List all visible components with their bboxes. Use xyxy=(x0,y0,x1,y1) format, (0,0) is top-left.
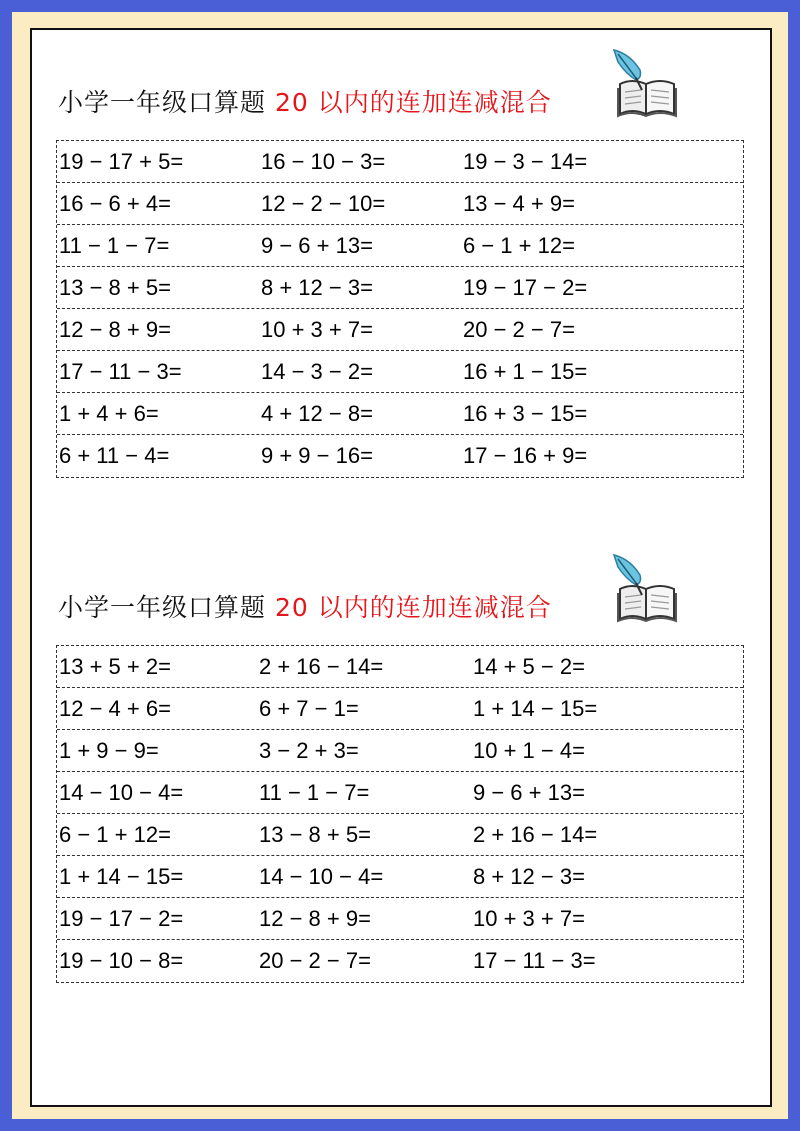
math-problem: 6 − 1 + 12= xyxy=(59,822,171,847)
math-problem: 16 + 1 − 15= xyxy=(463,359,588,384)
worksheet-title xyxy=(58,588,552,624)
math-problem: 10 + 3 + 7= xyxy=(261,317,373,342)
math-problem: 9 − 6 + 13= xyxy=(473,780,585,805)
math-problem: 13 + 5 + 2= xyxy=(59,654,171,679)
math-problem: 19 − 17 + 5= xyxy=(59,149,184,174)
problem-row xyxy=(57,183,743,225)
math-problem: 16 − 6 + 4= xyxy=(59,191,171,216)
problem-row xyxy=(57,309,743,351)
problem-grid xyxy=(56,140,744,478)
problem-row xyxy=(57,856,743,898)
math-problem: 12 − 8 + 9= xyxy=(59,317,171,342)
math-problem: 17 − 11 − 3= xyxy=(473,948,596,973)
problem-row xyxy=(57,267,743,309)
title-main: 小学一年级口算题 xyxy=(58,88,267,117)
problem-row xyxy=(57,814,743,856)
problem-row xyxy=(57,772,743,814)
book-with-quill-icon xyxy=(612,553,684,625)
math-problem: 16 + 3 − 15= xyxy=(463,401,588,426)
math-problem: 9 + 9 − 16= xyxy=(261,443,373,468)
math-problem: 14 − 3 − 2= xyxy=(261,359,373,384)
math-problem: 19 − 17 − 2= xyxy=(59,906,184,931)
math-problem: 11 − 1 − 7= xyxy=(59,233,170,258)
math-problem: 1 + 14 − 15= xyxy=(473,696,598,721)
math-problem: 12 − 2 − 10= xyxy=(261,191,386,216)
math-problem: 20 − 2 − 7= xyxy=(463,317,575,342)
math-problem: 1 + 4 + 6= xyxy=(59,401,159,426)
math-problem: 11 − 1 − 7= xyxy=(259,780,370,805)
math-problem: 6 + 7 − 1= xyxy=(259,696,359,721)
problem-row xyxy=(57,940,743,982)
math-problem: 17 − 16 + 9= xyxy=(463,443,588,468)
problem-row xyxy=(57,435,743,477)
math-problem: 6 − 1 + 12= xyxy=(463,233,575,258)
math-problem: 17 − 11 − 3= xyxy=(59,359,182,384)
math-problem: 20 − 2 − 7= xyxy=(259,948,371,973)
math-problem: 13 − 4 + 9= xyxy=(463,191,575,216)
math-problem: 16 − 10 − 3= xyxy=(261,149,386,174)
math-problem: 14 − 10 − 4= xyxy=(59,780,184,805)
math-problem: 2 + 16 − 14= xyxy=(473,822,598,847)
book-with-quill-icon xyxy=(612,48,684,120)
math-problem: 19 − 17 − 2= xyxy=(463,275,588,300)
math-problem: 12 − 8 + 9= xyxy=(259,906,371,931)
math-problem: 6 + 11 − 4= xyxy=(59,443,170,468)
math-problem: 9 − 6 + 13= xyxy=(261,233,373,258)
math-problem: 10 + 1 − 4= xyxy=(473,738,585,763)
problem-row xyxy=(57,646,743,688)
problem-row xyxy=(57,730,743,772)
math-problem: 3 − 2 + 3= xyxy=(259,738,359,763)
math-problem: 19 − 3 − 14= xyxy=(463,149,588,174)
problem-row xyxy=(57,141,743,183)
math-problem: 19 − 10 − 8= xyxy=(59,948,184,973)
problem-row xyxy=(57,225,743,267)
title-subtitle: 20 以内的连加连减混合 xyxy=(274,593,552,622)
math-problem: 4 + 12 − 8= xyxy=(261,401,373,426)
math-problem: 13 − 8 + 5= xyxy=(59,275,171,300)
math-problem: 8 + 12 − 3= xyxy=(261,275,373,300)
math-problem: 13 − 8 + 5= xyxy=(259,822,371,847)
math-problem: 2 + 16 − 14= xyxy=(259,654,384,679)
problem-row xyxy=(57,688,743,730)
math-problem: 12 − 4 + 6= xyxy=(59,696,171,721)
math-problem: 1 + 9 − 9= xyxy=(59,738,159,763)
title-main: 小学一年级口算题 xyxy=(58,593,267,622)
math-problem: 10 + 3 + 7= xyxy=(473,906,585,931)
math-problem: 1 + 14 − 15= xyxy=(59,864,184,889)
math-problem: 14 − 10 − 4= xyxy=(259,864,384,889)
title-subtitle: 20 以内的连加连减混合 xyxy=(274,88,552,117)
worksheet-title xyxy=(58,83,552,119)
problem-grid xyxy=(56,645,744,983)
math-problem: 8 + 12 − 3= xyxy=(473,864,585,889)
problem-row xyxy=(57,393,743,435)
math-problem: 14 + 5 − 2= xyxy=(473,654,585,679)
problem-row xyxy=(57,351,743,393)
problem-row xyxy=(57,898,743,940)
